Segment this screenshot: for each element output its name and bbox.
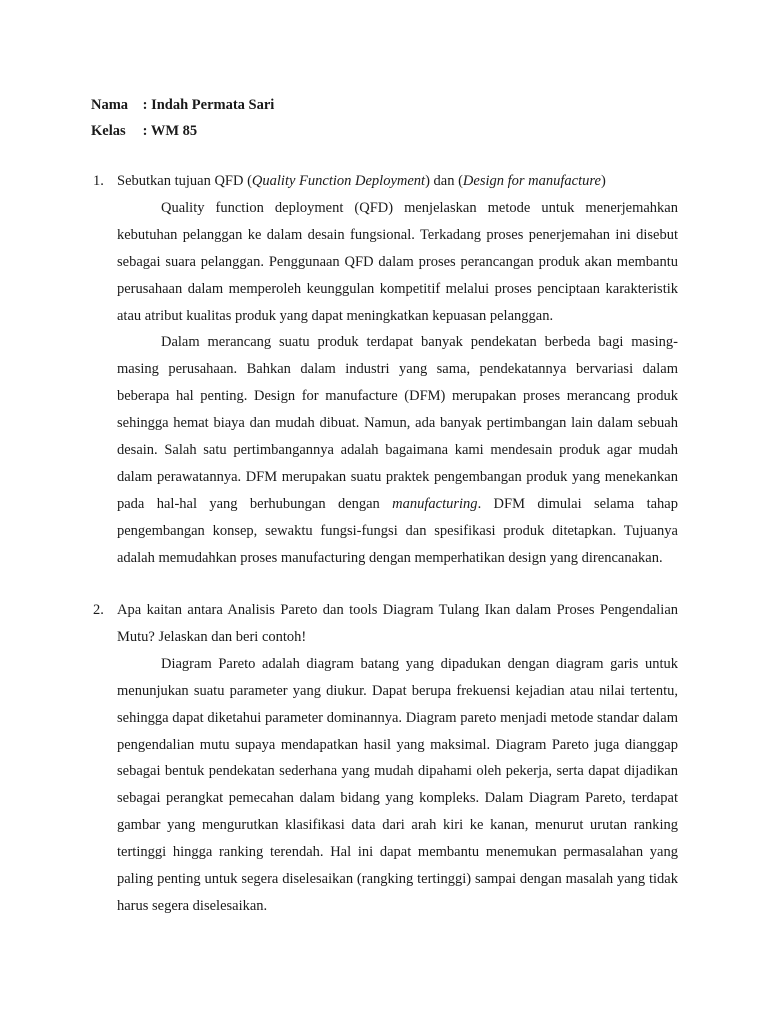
student-header	[91, 92, 274, 144]
question-1-text-a: Sebutkan tujuan QFD (	[117, 173, 252, 189]
name-value: : Indah Permata Sari	[142, 97, 275, 113]
class-value: : WM 85	[142, 123, 198, 139]
question-1-text-b: Quality Function Deployment	[251, 173, 426, 189]
question-2-text: Apa kaitan antara Analisis Pareto dan tools Diagram Tulang Ikan dalam Proses Pengendalian Mutu? Jelaskan dan beri contoh!	[117, 602, 678, 645]
name-row	[91, 92, 274, 118]
answer-1-paragraph-2-c: . DFM dimulai selama tahap pengembangan konsep, sewaktu fungsi-fungsi dan spesifikasi produk ditetapkan. Tujuanya adalah memudahkan proses manufacturing dengan memperhatikan design yang direncanakan.	[117, 495, 678, 566]
question-2-section	[91, 597, 678, 920]
question-1-text-d: Design for manufacture	[462, 173, 601, 189]
answer-1-paragraph-2	[91, 329, 678, 571]
question-1-text-e: )	[600, 173, 606, 189]
question-1-section	[91, 168, 678, 572]
question-2	[91, 597, 678, 651]
answer-2-paragraph-1: Diagram Pareto adalah diagram batang yang dipadukan dengan diagram garis untuk menunjukan suatu parameter yang diukur. Dapat berupa frekuensi kejadian atau nilai tertentu, sehingga dapat diketahui parameter dominannya. Diagram pareto menjadi metode standar dalam pengendalian mutu supaya mendapatkan hasil yang maksimal. Diagram Pareto juga dianggap sebagai bentuk pendekatan sederhana yang mudah dipahami oleh pekerja, serta dapat dijadikan sebagai perangkat pemecahan dalam bidang yang kompleks. Dalam Diagram Pareto, terdapat gambar yang mengurutkan klasifikasi data dari arah kiri ke kanan, menurut urutan ranking tertinggi hingga ranking terendah. Hal ini dapat membantu menemukan permasalahan yang paling penting untuk segera diselesaikan (rangking tertinggi) sampai dengan masalah yang tidak harus segera diselesaikan.	[117, 655, 678, 914]
question-2-number: 2.	[93, 602, 104, 618]
question-1-text-c: ) dan (	[425, 173, 463, 189]
answer-1-paragraph-2-b: manufacturing	[392, 495, 478, 512]
answer-1-paragraph-1: Quality function deployment (QFD) menjelaskan metode untuk menerjemahkan kebutuhan pelanggan ke dalam desain fungsional. Terkadang proses penerjemahan ini disebut sebagai suara pelanggan. Penggunaan QFD dalam proses perancangan produk akan membantu perusahaan dalam memperoleh keunggulan kompetitif melalui proses penciptaan karakteristik atau atribut kualitas produk yang dapat meningkatkan kepuasan pelanggan.	[117, 199, 678, 324]
question-1-number: 1.	[93, 173, 104, 189]
answer-1-paragraph-2-a: Dalam merancang suatu produk terdapat banyak pendekatan berbeda bagi masing-masing perusahaan. Bahkan dalam industri yang sama, pendekatannya bervariasi dalam beberapa hal penting. Design for manufacture (DFM) merupakan proses merancang produk sehingga hemat biaya dan mudah dibuat. Namun, ada banyak pertimbangan lain dalam sebuah desain. Salah satu pertimbangannya adalah bagaimana kami mendesain produk agar mudah dalam perawatannya. DFM merupakan suatu praktek pengembangan produk yang menekankan pada hal-hal yang berhubungan dengan	[117, 334, 678, 512]
class-row	[91, 118, 274, 144]
name-label: Nama	[91, 97, 129, 113]
class-label: Kelas	[91, 123, 126, 139]
question-1	[91, 168, 678, 195]
